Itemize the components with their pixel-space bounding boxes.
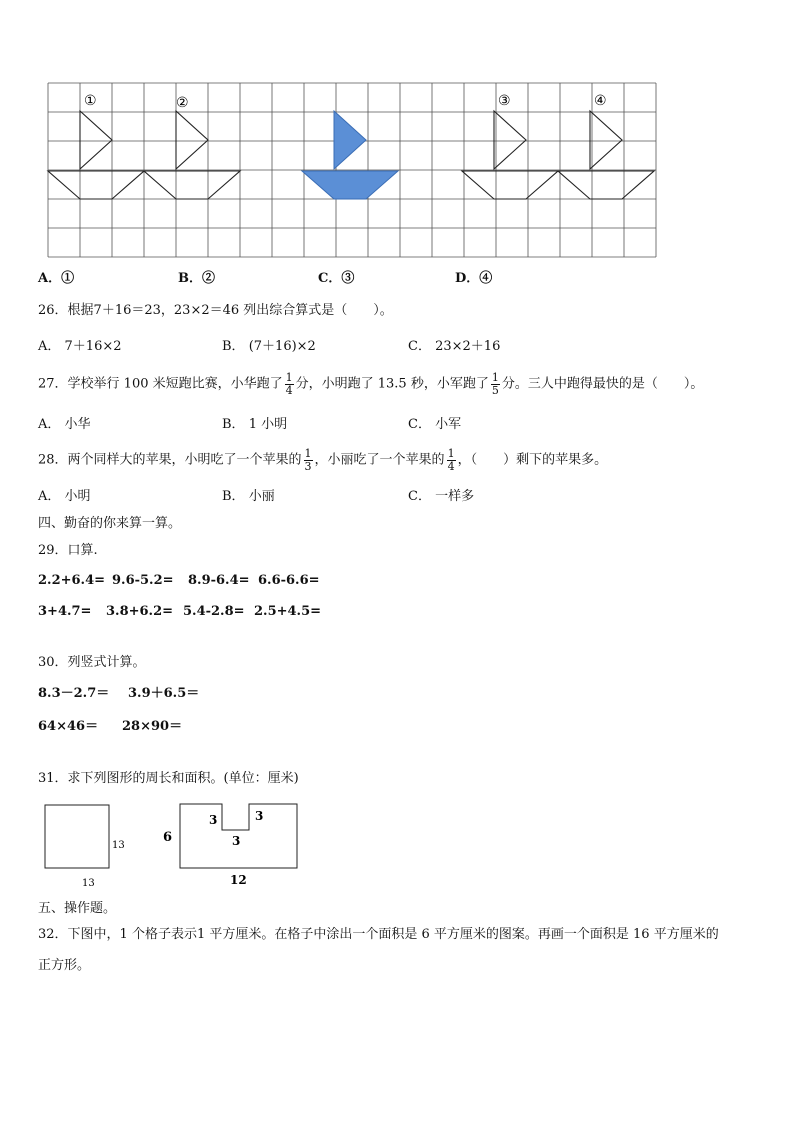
option-letter: C． bbox=[408, 417, 431, 432]
q30-item: 28×90＝ bbox=[122, 719, 183, 734]
q29-item: 9.6-5.2= bbox=[112, 573, 174, 588]
section-4-heading: 四、勤奋的你来算一算。 bbox=[38, 516, 182, 531]
option-value: 小华 bbox=[64, 417, 91, 432]
shape-notch-right-label: 3 bbox=[255, 809, 264, 823]
q31-title: 31．求下列图形的周长和面积。(单位：厘米) bbox=[38, 771, 299, 786]
q27-option-b[interactable] bbox=[222, 418, 287, 431]
q26-option-b[interactable] bbox=[222, 340, 316, 353]
label-circle-3: ③ bbox=[498, 93, 511, 109]
option-value: ④ bbox=[479, 271, 493, 286]
label-circle-2: ② bbox=[176, 95, 189, 111]
q28-option-c[interactable] bbox=[408, 490, 474, 503]
option-value: 1 小明 bbox=[248, 417, 288, 432]
option-letter: C． bbox=[318, 271, 342, 286]
q30-item: 3.9＋6.5＝ bbox=[128, 686, 200, 701]
shape-notch-bottom-label: 3 bbox=[232, 834, 241, 848]
q28-option-a[interactable] bbox=[38, 490, 91, 503]
q27-text-1: 27．学校举行 100 米短跑比赛，小华跑了 bbox=[38, 376, 283, 392]
boat-1 bbox=[48, 111, 144, 199]
option-value: ③ bbox=[341, 271, 355, 286]
label-circle-1: ① bbox=[84, 93, 97, 109]
q27-option-c[interactable] bbox=[408, 418, 461, 431]
section-5-heading: 五、操作题。 bbox=[38, 901, 117, 916]
fraction-denominator: 4 bbox=[285, 383, 293, 397]
q28-text-2: ，小丽吃了一个苹果的 bbox=[314, 452, 445, 468]
shape-left-label: 6 bbox=[163, 830, 173, 845]
option-value: 一样多 bbox=[435, 489, 475, 504]
shape-bottom-label: 12 bbox=[230, 873, 247, 887]
shape-notch-left-label: 3 bbox=[209, 813, 218, 827]
q29-item: 3.8+6.2= bbox=[106, 604, 174, 619]
option-letter: C． bbox=[408, 339, 431, 354]
q32-line-2: 正方形。 bbox=[38, 958, 91, 973]
q28-option-b[interactable] bbox=[222, 490, 275, 503]
q27-option-a[interactable] bbox=[38, 418, 91, 431]
q28-text-1: 28．两个同样大的苹果，小明吃了一个苹果的 bbox=[38, 452, 302, 468]
boat-grid-figure bbox=[44, 82, 660, 262]
boat-4 bbox=[558, 111, 654, 199]
label-circle-4: ④ bbox=[594, 93, 607, 109]
option-value: ② bbox=[202, 271, 216, 286]
q26-option-c[interactable] bbox=[408, 340, 500, 353]
option-letter: D． bbox=[455, 271, 480, 286]
option-value: ① bbox=[61, 271, 75, 286]
q25-option-b[interactable] bbox=[178, 272, 215, 285]
option-letter: A． bbox=[38, 271, 62, 286]
fraction-numerator: 1 bbox=[491, 371, 499, 384]
q28-stem bbox=[38, 448, 607, 472]
q29-title: 29．口算. bbox=[38, 543, 98, 558]
square-bottom-label: 13 bbox=[82, 878, 95, 889]
square-figure bbox=[45, 805, 109, 868]
q31-figures bbox=[36, 796, 336, 896]
fraction-denominator: 3 bbox=[304, 459, 312, 473]
option-letter: A． bbox=[38, 489, 61, 504]
q27-stem bbox=[38, 372, 703, 396]
q25-option-d[interactable] bbox=[455, 272, 492, 285]
option-value: 小明 bbox=[64, 489, 91, 504]
q30-title: 30．列竖式计算。 bbox=[38, 655, 146, 670]
q27-text-2: 分，小明跑了 13.5 秒，小军跑了 bbox=[295, 376, 489, 392]
option-letter: A． bbox=[38, 417, 61, 432]
fraction-quarter bbox=[285, 372, 294, 396]
q26-option-a[interactable] bbox=[38, 340, 122, 353]
option-letter: B． bbox=[222, 417, 245, 432]
q28-text-3: ，（ ）剩下的苹果多。 bbox=[457, 452, 608, 468]
option-value: 23×2＋16 bbox=[435, 339, 501, 354]
fraction-numerator: 1 bbox=[285, 371, 293, 384]
boat-shaded-target bbox=[302, 111, 398, 199]
q30-item: 64×46＝ bbox=[38, 719, 99, 734]
fraction-third bbox=[304, 448, 313, 472]
q26-stem: 26．根据7＋16＝23，23×2＝46 列出综合算式是（ ）。 bbox=[38, 303, 393, 318]
q30-item: 8.3－2.7＝ bbox=[38, 686, 110, 701]
grid-lines bbox=[48, 83, 656, 257]
option-value: 小丽 bbox=[248, 489, 275, 504]
option-value: 7＋16×2 bbox=[64, 339, 122, 354]
option-letter: B． bbox=[222, 489, 245, 504]
q29-item: 2.5+4.5= bbox=[254, 604, 322, 619]
option-letter: A． bbox=[38, 339, 61, 354]
q29-item: 8.9-6.4= bbox=[188, 573, 250, 588]
q29-item: 2.2+6.4= bbox=[38, 573, 106, 588]
q25-option-c[interactable] bbox=[318, 272, 354, 285]
fraction-quarter bbox=[447, 448, 456, 472]
fraction-numerator: 1 bbox=[304, 447, 312, 460]
q27-text-3: 分。三人中跑得最快的是（ ）。 bbox=[501, 376, 704, 392]
boat-2 bbox=[144, 111, 240, 199]
square-side-label: 13 bbox=[112, 840, 125, 851]
boat-3 bbox=[462, 111, 558, 199]
option-letter: B． bbox=[222, 339, 245, 354]
q29-item: 6.6-6.6= bbox=[258, 573, 320, 588]
option-letter: C． bbox=[408, 489, 431, 504]
fraction-denominator: 4 bbox=[447, 459, 455, 473]
option-value: (7＋16)×2 bbox=[248, 339, 316, 354]
fraction-denominator: 5 bbox=[491, 383, 499, 397]
option-value: 小军 bbox=[435, 417, 462, 432]
q25-option-a[interactable] bbox=[38, 272, 74, 285]
fraction-fifth bbox=[491, 372, 500, 396]
q29-item: 3+4.7= bbox=[38, 604, 92, 619]
fraction-numerator: 1 bbox=[447, 447, 455, 460]
option-letter: B． bbox=[178, 271, 202, 286]
q29-item: 5.4-2.8= bbox=[183, 604, 245, 619]
q32-line-1: 32．下图中，1 个格子表示1 平方厘米。在格子中涂出一个面积是 6 平方厘米的图案。再画一个面积是 16 平方厘米的 bbox=[38, 927, 719, 942]
